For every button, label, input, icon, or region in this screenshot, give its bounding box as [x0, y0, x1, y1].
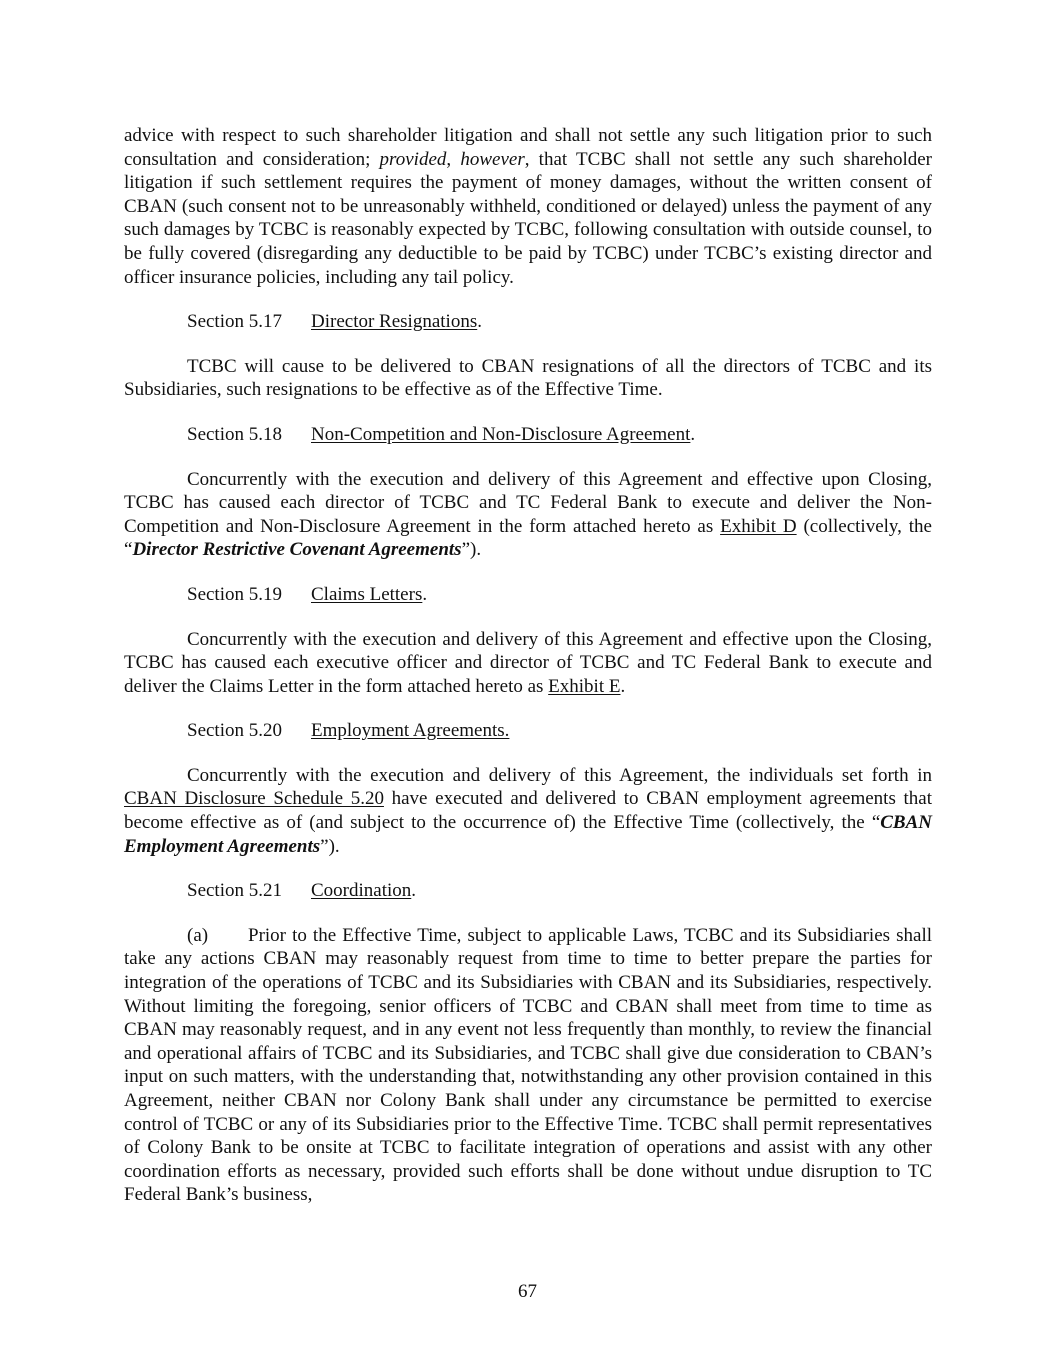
section-title-period: . — [477, 311, 482, 333]
section-5-17-heading — [124, 310, 932, 334]
body-text: Concurrently with the execution and delivery of this Agreement and effective upon the Closing, TCBC has caused each executive officer and director of TCBC and TC Federal Bank to execute and deliver the Claims Letter in the form attached hereto as — [124, 628, 932, 697]
defined-term: CBAN Employment Agreements — [124, 812, 932, 857]
section-title-period: . — [422, 583, 428, 605]
provided-italic: provided — [379, 148, 447, 170]
body-text: ”). — [320, 835, 340, 857]
section-number: Section 5.19 — [187, 583, 282, 605]
exhibit-d-reference: Exhibit D — [720, 515, 797, 537]
body-text: Concurrently with the execution and delivery of this Agreement and effective upon Closing, TCBC has caused each director of TCBC and TC Federal Bank to execute and deliver the Non-Competition and Non-Disclosure Agreement in the form attached hereto as — [124, 468, 932, 537]
section-5-17-body: TCBC will cause to be delivered to CBAN resignations of all the directors of TCBC and its Subsidiaries, such resignations to be effective as of the Effective Time. — [124, 355, 932, 401]
section-number: Section 5.17 — [187, 311, 282, 333]
exhibit-e-reference: Exhibit E — [548, 675, 621, 697]
section-5-20-body — [124, 764, 932, 858]
section-5-21-body — [124, 924, 932, 1207]
section-title-period: . — [411, 880, 417, 902]
section-title: Employment Agreements. — [311, 720, 510, 742]
document-page — [124, 124, 932, 1207]
intro-text-1: advice with respect to such shareholder litigation and shall not settle any such litigation prior to such consultation and consideration; — [124, 125, 932, 170]
section-title: Coordination — [311, 880, 412, 902]
body-text: Prior to the Effective Time, subject to applicable Laws, TCBC and its Subsidiaries shall take any actions CBAN may reasonably request from time to time to better prepare the parties for integration of the operations of TCBC and its Subsidiaries with CBAN and its Subsidiaries, respectively. Without limiting the foregoing, senior officers of TCBC and CBAN shall meet from time to time as CBAN may reasonably request, and in any event not less frequently than monthly, to review the financial and operational affairs of TCBC and its Subsidiaries, and TCBC shall give due consideration to CBAN’s input on such matters, with the understanding that, notwithstanding any other provision contained in this Agreement, neither CBAN nor Colony Bank shall under any circumstance be permitted to exercise control of TCBC or any of its Subsidiaries prior to the Effective Time. TCBC shall permit representatives of Colony Bank to be onsite at TCBC to facilitate integration of operations and assist with any other coordination efforts as necessary, provided such efforts shall be done without undue disruption to TC Federal Bank’s business, — [124, 924, 932, 1206]
intro-paragraph — [124, 124, 932, 289]
section-5-21-heading — [124, 879, 932, 903]
body-text: (collectively, the “ — [124, 515, 932, 561]
body-text: have executed and delivered to CBAN employment agreements that become effective as of (and subject to the occurrence of) the Effective Time (collectively, the “ — [124, 788, 932, 834]
disclosure-schedule-reference: CBAN Disclosure Schedule 5.20 — [124, 788, 384, 810]
page-number: 67 — [518, 1281, 537, 1302]
body-text: . — [620, 675, 626, 697]
section-title: Non-Competition and Non-Disclosure Agreement — [311, 423, 691, 445]
body-text: Concurrently with the execution and delivery of this Agreement, the individuals set forth in — [187, 764, 932, 786]
intro-comma: , — [446, 148, 461, 170]
section-title: Director Resignations — [311, 311, 478, 333]
section-number: Section 5.18 — [187, 423, 282, 445]
section-title-period: . — [690, 423, 696, 445]
section-5-18-body — [124, 468, 932, 562]
section-title: Claims Letters — [311, 583, 423, 605]
section-5-19-body — [124, 628, 932, 699]
intro-text-2: , that TCBC shall not settle any such shareholder litigation if such settlement requires the payment of money damages, without the written consent of CBAN (such consent not to be unreasonably withheld, conditioned or delayed) unless the payment of any such damages by TCBC is reasonably expected by TCBC, following consultation with outside counsel, to be fully covered (disregarding any deductible to be paid by TCBC) under TCBC’s existing director and officer insurance policies, including any tail policy. — [124, 148, 932, 288]
subsection-label: (a) — [187, 924, 209, 946]
defined-term: Director Restrictive Covenant Agreements — [132, 539, 462, 561]
however-italic: however — [460, 148, 525, 170]
section-5-19-heading — [124, 583, 932, 607]
section-number: Section 5.20 — [187, 720, 282, 742]
section-number: Section 5.21 — [187, 880, 282, 902]
section-5-20-heading — [124, 719, 932, 743]
body-text: ”). — [461, 539, 482, 561]
section-5-18-heading — [124, 423, 932, 447]
